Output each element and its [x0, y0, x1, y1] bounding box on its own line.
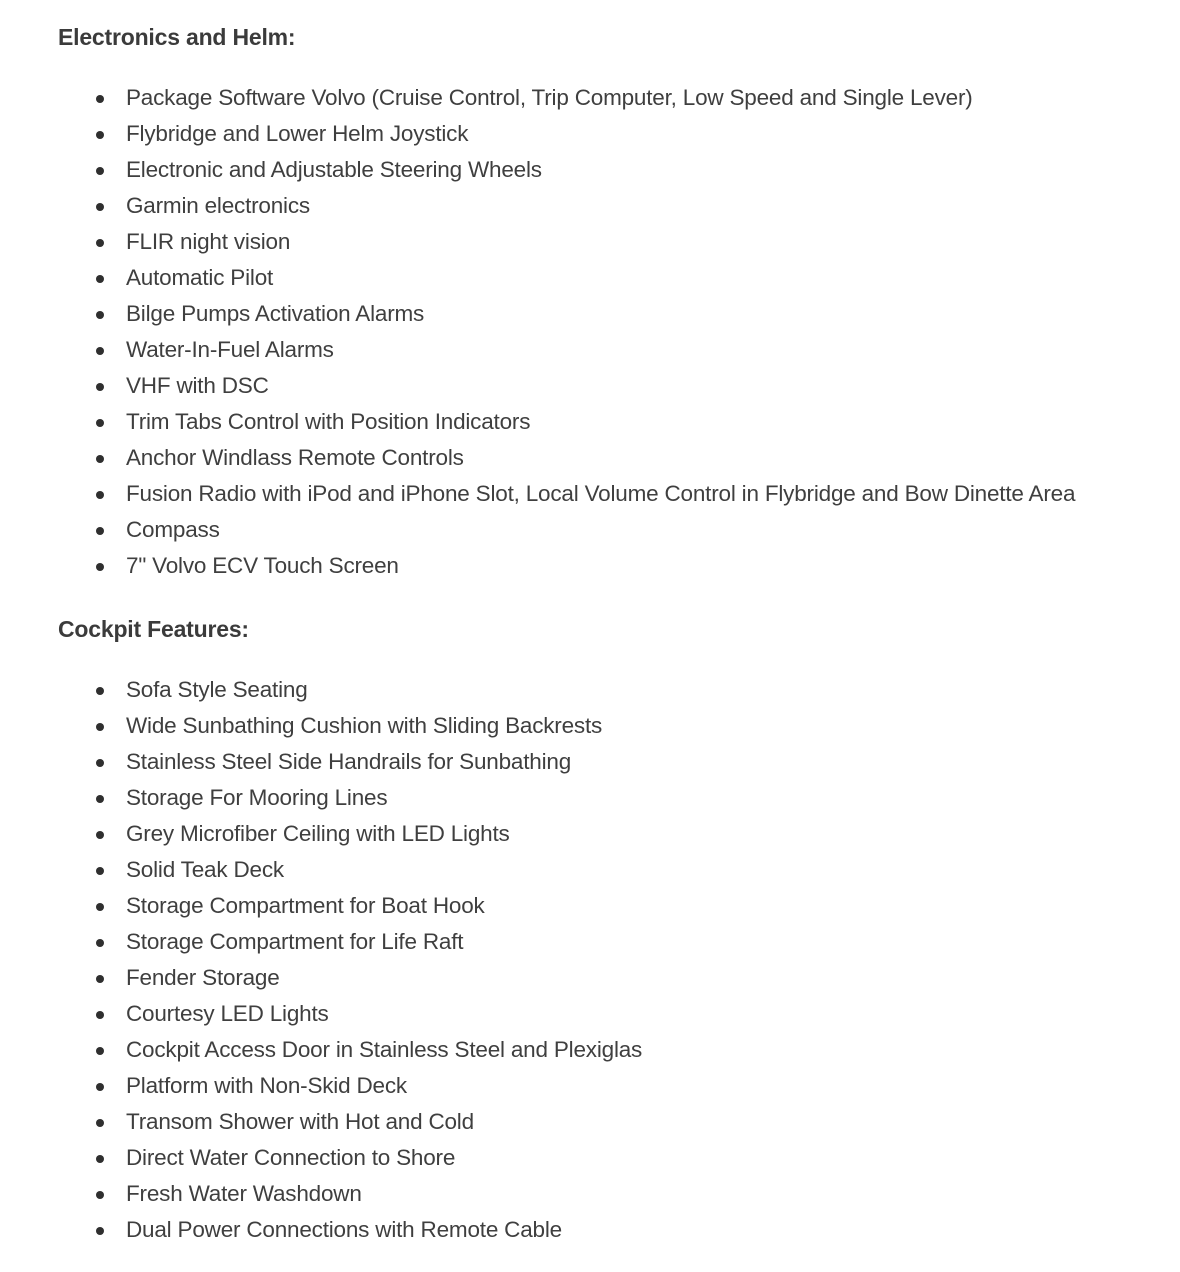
- bullet-icon: [96, 975, 104, 983]
- list-item-text: FLIR night vision: [126, 229, 291, 254]
- bullet-icon: [96, 723, 104, 731]
- list-item: [58, 476, 1180, 512]
- bullet-icon: [96, 131, 104, 139]
- list-item: [58, 1104, 1180, 1140]
- list-item: [58, 404, 1180, 440]
- list-item: [58, 1032, 1180, 1068]
- list-item-text: Compass: [126, 517, 220, 542]
- list-item-text: Wide Sunbathing Cushion with Sliding Backrests: [126, 713, 603, 738]
- section-electronics-and-helm: [58, 22, 1180, 584]
- list-item-text: Electronic and Adjustable Steering Wheels: [126, 157, 542, 182]
- list-item-text: Storage Compartment for Boat Hook: [126, 893, 485, 918]
- bullet-icon: [96, 455, 104, 463]
- list-item-text: Stainless Steel Side Handrails for Sunbathing: [126, 749, 572, 774]
- list-item: [58, 440, 1180, 476]
- list-item-text: Platform with Non-Skid Deck: [126, 1073, 407, 1098]
- list-item: [58, 672, 1180, 708]
- list-item-text: Sofa Style Seating: [126, 677, 308, 702]
- list-item: [58, 960, 1180, 996]
- bullet-icon: [96, 1047, 104, 1055]
- list-item-text: VHF with DSC: [126, 373, 269, 398]
- list-item: [58, 224, 1180, 260]
- bullet-icon: [96, 491, 104, 499]
- list-item: [58, 1068, 1180, 1104]
- list-item: [58, 1212, 1180, 1248]
- list-item: [58, 996, 1180, 1032]
- bullet-icon: [96, 1227, 104, 1235]
- bullet-icon: [96, 311, 104, 319]
- list-item-text: Bilge Pumps Activation Alarms: [126, 301, 425, 326]
- list-item-text: Grey Microfiber Ceiling with LED Lights: [126, 821, 510, 846]
- list-item-text: Fender Storage: [126, 965, 280, 990]
- bullet-icon: [96, 831, 104, 839]
- bullet-icon: [96, 563, 104, 571]
- list-item: [58, 80, 1180, 116]
- list-item: [58, 924, 1180, 960]
- list-item-text: Solid Teak Deck: [126, 857, 284, 882]
- bullet-icon: [96, 759, 104, 767]
- bullet-icon: [96, 527, 104, 535]
- bullet-icon: [96, 1119, 104, 1127]
- bullet-icon: [96, 419, 104, 427]
- bullet-icon: [96, 687, 104, 695]
- list-item: [58, 260, 1180, 296]
- section-title: Electronics and Helm:: [58, 24, 296, 50]
- list-item: [58, 852, 1180, 888]
- bullet-icon: [96, 1011, 104, 1019]
- list-item-text: Fusion Radio with iPod and iPhone Slot, Local Volume Control in Flybridge and Bow Dinette Area: [126, 481, 1076, 506]
- list-item: [58, 332, 1180, 368]
- list-item-text: Anchor Windlass Remote Controls: [126, 445, 464, 470]
- list-item-text: 7" Volvo ECV Touch Screen: [126, 553, 399, 578]
- bullet-icon: [96, 239, 104, 247]
- list-item-text: Package Software Volvo (Cruise Control, Trip Computer, Low Speed and Single Lever): [126, 85, 973, 110]
- list-item: [58, 1176, 1180, 1212]
- list-item-text: Direct Water Connection to Shore: [126, 1145, 456, 1170]
- bullet-icon: [96, 867, 104, 875]
- section-cockpit-features: [58, 614, 1180, 1248]
- list-item-text: Garmin electronics: [126, 193, 310, 218]
- bullet-icon: [96, 1083, 104, 1091]
- feature-list: [58, 672, 1180, 1248]
- list-item: [58, 296, 1180, 332]
- list-item: [58, 1140, 1180, 1176]
- bullet-icon: [96, 203, 104, 211]
- list-item: [58, 188, 1180, 224]
- bullet-icon: [96, 939, 104, 947]
- list-item-text: Trim Tabs Control with Position Indicators: [126, 409, 531, 434]
- bullet-icon: [96, 795, 104, 803]
- list-item-text: Transom Shower with Hot and Cold: [126, 1109, 474, 1134]
- list-item: [58, 708, 1180, 744]
- section-title: Cockpit Features:: [58, 616, 249, 642]
- bullet-icon: [96, 903, 104, 911]
- list-item-text: Water-In-Fuel Alarms: [126, 337, 334, 362]
- list-item-text: Flybridge and Lower Helm Joystick: [126, 121, 469, 146]
- bullet-icon: [96, 167, 104, 175]
- bullet-icon: [96, 347, 104, 355]
- bullet-icon: [96, 95, 104, 103]
- list-item-text: Storage Compartment for Life Raft: [126, 929, 464, 954]
- list-item: [58, 152, 1180, 188]
- list-item-text: Fresh Water Washdown: [126, 1181, 362, 1206]
- list-item: [58, 780, 1180, 816]
- list-item-text: Courtesy LED Lights: [126, 1001, 329, 1026]
- list-item: [58, 512, 1180, 548]
- list-item: [58, 744, 1180, 780]
- list-item: [58, 888, 1180, 924]
- list-item-text: Storage For Mooring Lines: [126, 785, 388, 810]
- bullet-icon: [96, 383, 104, 391]
- bullet-icon: [96, 1155, 104, 1163]
- list-item: [58, 816, 1180, 852]
- feature-list: [58, 80, 1180, 584]
- list-item-text: Dual Power Connections with Remote Cable: [126, 1217, 562, 1242]
- list-item-text: Cockpit Access Door in Stainless Steel and Plexiglas: [126, 1037, 643, 1062]
- list-item: [58, 368, 1180, 404]
- list-item: [58, 116, 1180, 152]
- list-item: [58, 548, 1180, 584]
- bullet-icon: [96, 1191, 104, 1199]
- bullet-icon: [96, 275, 104, 283]
- list-item-text: Automatic Pilot: [126, 265, 274, 290]
